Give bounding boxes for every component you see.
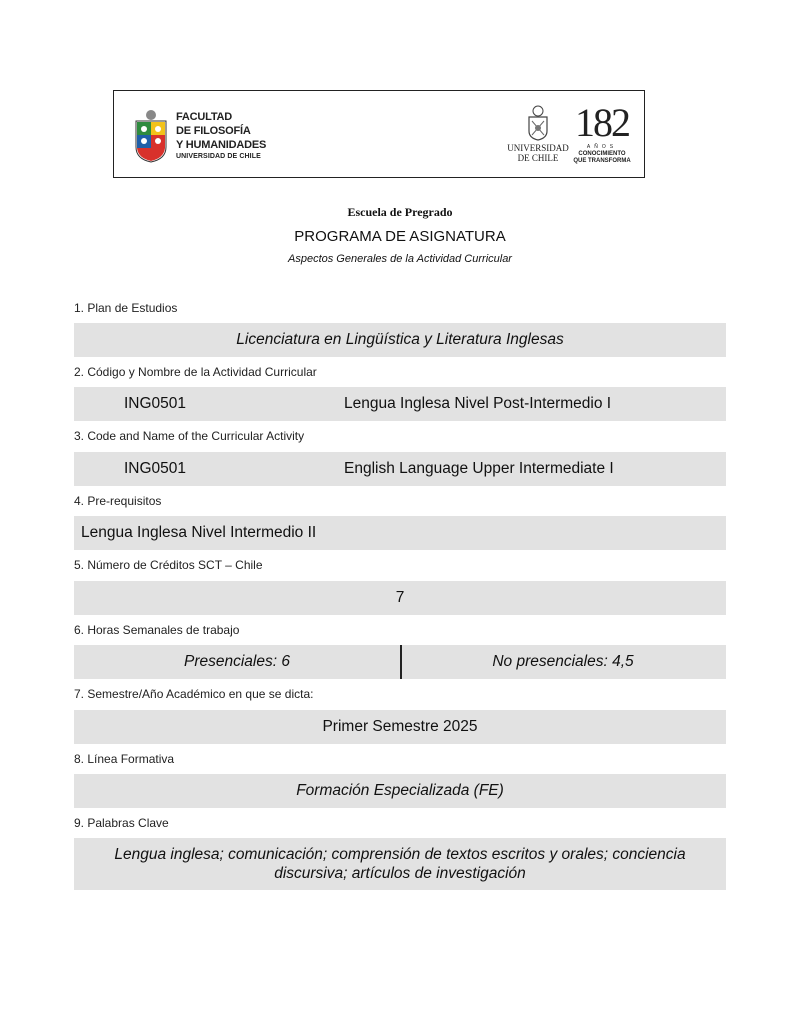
school-name: Escuela de Pregrado — [347, 205, 453, 219]
codigo-es-name: Lengua Inglesa Nivel Post-Intermedio I — [344, 395, 612, 412]
palabras-line-1: Lengua inglesa; comunicación; comprensión de textos escritos y orales; conciencia — [114, 846, 686, 863]
uchile-line-1: UNIVERSIDAD — [507, 143, 569, 153]
uchile-crest-icon — [526, 105, 550, 141]
codigo-es-field — [74, 387, 726, 421]
faculty-shield-icon — [134, 109, 168, 163]
page-subtitle: Aspectos Generales de la Actividad Curricular — [288, 253, 512, 265]
codigo-es-label: 2. Código y Nombre de la Actividad Curricular — [74, 365, 317, 379]
header-logo-box — [113, 90, 645, 178]
plan-value: Licenciatura en Lingüística y Literatura Inglesas — [74, 323, 726, 357]
palabras-label: 9. Palabras Clave — [74, 816, 169, 830]
faculty-line-2: DE FILOSOFÍA — [176, 125, 251, 137]
codigo-es-code: ING0501 — [124, 395, 187, 412]
creditos-value: 7 — [74, 581, 726, 615]
linea-label: 8. Línea Formativa — [74, 752, 175, 766]
semestre-value: Primer Semestre 2025 — [74, 710, 726, 744]
anniversary-years: AÑOS — [586, 144, 618, 150]
horas-no-presenciales: No presenciales: 4,5 — [492, 653, 634, 670]
prereq-label: 4. Pre-requisitos — [74, 494, 162, 508]
codigo-en-name: English Language Upper Intermediate I — [344, 460, 614, 477]
faculty-university: UNIVERSIDAD DE CHILE — [176, 153, 261, 160]
palabras-line-2: discursiva; artículos de investigación — [274, 865, 526, 882]
linea-value: Formación Especializada (FE) — [74, 774, 726, 808]
page-title: PROGRAMA DE ASIGNATURA — [294, 228, 506, 245]
faculty-name — [176, 110, 266, 162]
codigo-en-code: ING0501 — [124, 460, 187, 477]
uchile-line-2: DE CHILE — [517, 153, 559, 163]
codigo-en-label: 3. Code and Name of the Curricular Activity — [74, 429, 305, 443]
prereq-value: Lengua Inglesa Nivel Intermedio II — [74, 516, 726, 550]
horas-label: 6. Horas Semanales de trabajo — [74, 623, 240, 637]
faculty-line-1: FACULTAD — [176, 111, 233, 123]
anniversary-tagline-2: QUE TRANSFORMA — [573, 158, 631, 164]
codigo-en-field — [74, 452, 726, 486]
anniversary-number: 182 — [575, 100, 629, 145]
creditos-label: 5. Número de Créditos SCT – Chile — [74, 558, 263, 572]
horas-field — [74, 645, 726, 679]
uchile-logo — [506, 105, 570, 167]
horas-presenciales: Presenciales: 6 — [184, 653, 290, 670]
plan-label: 1. Plan de Estudios — [74, 301, 178, 315]
anniversary-tagline-1: CONOCIMIENTO — [578, 151, 626, 157]
semestre-label: 7. Semestre/Año Académico en que se dicta: — [74, 687, 314, 701]
faculty-line-3: Y HUMANIDADES — [176, 139, 267, 151]
palabras-value — [74, 838, 726, 890]
anniversary-logo — [572, 100, 632, 165]
